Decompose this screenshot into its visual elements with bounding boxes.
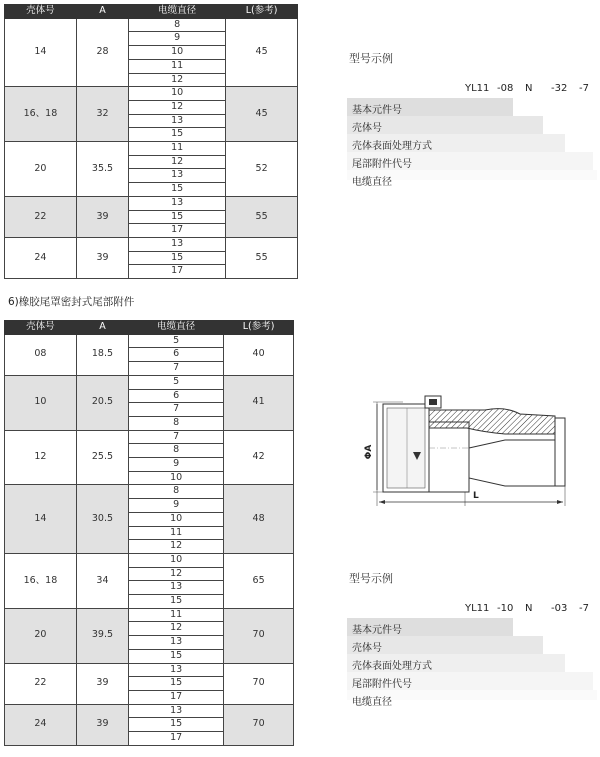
- dim-a-cell: 39: [76, 237, 128, 278]
- cable-diameter-cell: 13: [129, 581, 224, 595]
- cable-diameter-cell: 13: [129, 663, 224, 677]
- cable-diameter-cell: 12: [129, 540, 224, 554]
- table-row: [5, 553, 294, 567]
- cable-diameter-cell: 10: [129, 553, 224, 567]
- cable-diameter-cell: 11: [129, 608, 224, 622]
- shell-size-cell: 08: [5, 334, 77, 375]
- model-code-part: N: [525, 83, 533, 94]
- column-header: L(参考): [224, 321, 294, 335]
- length-cell: 70: [224, 608, 294, 663]
- example2-title: 型号示例: [349, 572, 393, 585]
- length-cell: 48: [224, 485, 294, 554]
- cable-diameter-cell: 15: [129, 210, 226, 224]
- cable-diameter-cell: 5: [129, 375, 224, 389]
- dim-a-cell: 18.5: [76, 334, 128, 375]
- cable-diameter-cell: 15: [129, 128, 226, 142]
- cable-diameter-cell: 13: [129, 196, 226, 210]
- cable-diameter-cell: 13: [129, 237, 226, 251]
- dim-a-cell: 25.5: [76, 430, 128, 485]
- header-row: [5, 5, 298, 19]
- dim-a-cell: 32: [76, 87, 128, 142]
- cable-diameter-cell: 10: [129, 471, 224, 485]
- cable-diameter-cell: 7: [129, 403, 224, 417]
- example-label: 尾部附件代号: [352, 159, 412, 170]
- length-cell: 45: [226, 18, 298, 87]
- spec-table-1: [4, 4, 298, 279]
- cable-diameter-cell: 8: [129, 18, 226, 32]
- cable-diameter-cell: 15: [129, 649, 224, 663]
- cable-diameter-cell: 15: [129, 251, 226, 265]
- length-cell: 41: [224, 375, 294, 430]
- column-header: 壳体号: [5, 5, 77, 19]
- dim-a-cell: 34: [76, 553, 128, 608]
- cable-diameter-cell: 10: [129, 512, 224, 526]
- column-header: 壳体号: [5, 321, 77, 335]
- dim-l-label: L: [473, 491, 479, 501]
- length-cell: 52: [226, 142, 298, 197]
- length-cell: 40: [224, 334, 294, 375]
- example-label: 基本元件号: [352, 105, 402, 116]
- dim-a-cell: 39: [76, 663, 128, 704]
- length-cell: 55: [226, 196, 298, 237]
- cable-diameter-cell: 10: [129, 46, 226, 60]
- table-row: [5, 663, 294, 677]
- shell-size-cell: 24: [5, 704, 77, 745]
- length-cell: 45: [226, 87, 298, 142]
- cable-diameter-cell: 13: [129, 114, 226, 128]
- length-cell: 42: [224, 430, 294, 485]
- dim-a-cell: 39: [76, 196, 128, 237]
- table-row: [5, 142, 298, 156]
- spec-table-2: [4, 320, 294, 746]
- dim-a-cell: 35.5: [76, 142, 128, 197]
- cable-diameter-cell: 12: [129, 73, 226, 87]
- table-row: [5, 430, 294, 444]
- example-label: 壳体号: [352, 123, 382, 134]
- column-header: 电缆直径: [129, 321, 224, 335]
- cable-diameter-cell: 6: [129, 348, 224, 362]
- shell-size-cell: 16、18: [5, 553, 77, 608]
- model-code-part: YL11: [465, 83, 490, 94]
- cable-diameter-cell: 11: [129, 59, 226, 73]
- dim-a-cell: 39: [76, 704, 128, 745]
- cable-diameter-cell: 17: [129, 265, 226, 279]
- column-header: A: [76, 321, 128, 335]
- cable-diameter-cell: 13: [129, 636, 224, 650]
- model-example-2: [347, 600, 597, 708]
- cable-diameter-cell: 11: [129, 142, 226, 156]
- cable-diameter-cell: 6: [129, 389, 224, 403]
- table-row: [5, 608, 294, 622]
- shell-size-cell: 24: [5, 237, 77, 278]
- shell-size-cell: 16、18: [5, 87, 77, 142]
- cable-diameter-cell: 15: [129, 677, 224, 691]
- example-label: 电缆直径: [352, 697, 392, 708]
- shell-size-cell: 14: [5, 18, 77, 87]
- connector-drawing: [355, 388, 575, 508]
- table-row: [5, 485, 294, 499]
- model-code-part: -7: [579, 603, 589, 614]
- header-row: [5, 321, 294, 335]
- cable-diameter-cell: 9: [129, 32, 226, 46]
- dim-a-label: ΦA: [364, 444, 374, 460]
- cable-diameter-cell: 12: [129, 622, 224, 636]
- table-row: [5, 334, 294, 348]
- column-header: L(参考): [226, 5, 298, 19]
- table-row: [5, 196, 298, 210]
- example1-title: 型号示例: [349, 52, 393, 65]
- cable-diameter-cell: 13: [129, 169, 226, 183]
- cable-diameter-cell: 9: [129, 458, 224, 472]
- cable-diameter-cell: 12: [129, 155, 226, 169]
- shell-size-cell: 22: [5, 663, 77, 704]
- shell-size-cell: 14: [5, 485, 77, 554]
- shell-size-cell: 10: [5, 375, 77, 430]
- cable-diameter-cell: 12: [129, 567, 224, 581]
- cable-diameter-cell: 11: [129, 526, 224, 540]
- length-cell: 70: [224, 663, 294, 704]
- example-label: 尾部附件代号: [352, 679, 412, 690]
- example-label: 壳体表面处理方式: [352, 661, 432, 672]
- length-cell: 55: [226, 237, 298, 278]
- column-header: 电缆直径: [129, 5, 226, 19]
- cable-diameter-cell: 13: [129, 704, 224, 718]
- model-code-part: -32: [551, 83, 568, 94]
- cable-diameter-cell: 7: [129, 362, 224, 376]
- column-header: A: [76, 5, 128, 19]
- shell-size-cell: 20: [5, 142, 77, 197]
- model-code-part: YL11: [465, 603, 490, 614]
- cable-diameter-cell: 8: [129, 416, 224, 430]
- dim-a-cell: 30.5: [76, 485, 128, 554]
- shell-size-cell: 12: [5, 430, 77, 485]
- cable-diameter-cell: 17: [129, 690, 224, 704]
- model-code-part: -7: [579, 83, 589, 94]
- table-row: [5, 375, 294, 389]
- cable-diameter-cell: 8: [129, 444, 224, 458]
- model-code-part: -03: [551, 603, 568, 614]
- dim-a-cell: 28: [76, 18, 128, 87]
- length-cell: 70: [224, 704, 294, 745]
- cable-diameter-cell: 17: [129, 224, 226, 238]
- table-row: [5, 704, 294, 718]
- cable-diameter-cell: 9: [129, 499, 224, 513]
- shell-size-cell: 20: [5, 608, 77, 663]
- length-cell: 65: [224, 553, 294, 608]
- model-code-part: -08: [497, 83, 514, 94]
- cable-diameter-cell: 12: [129, 100, 226, 114]
- example-label: 电缆直径: [352, 177, 392, 188]
- model-example-1: [347, 80, 597, 188]
- cable-diameter-cell: 15: [129, 595, 224, 609]
- cable-diameter-cell: 8: [129, 485, 224, 499]
- table-row: [5, 18, 298, 32]
- table-row: [5, 237, 298, 251]
- cable-diameter-cell: 15: [129, 183, 226, 197]
- shell-size-cell: 22: [5, 196, 77, 237]
- cable-diameter-cell: 7: [129, 430, 224, 444]
- dim-a-cell: 39.5: [76, 608, 128, 663]
- example-label: 壳体号: [352, 643, 382, 654]
- section-title: 6)橡胶尾罩密封式尾部附件: [8, 296, 135, 308]
- model-code-part: -10: [497, 603, 514, 614]
- model-code-part: N: [525, 603, 533, 614]
- dim-a-cell: 20.5: [76, 375, 128, 430]
- cable-diameter-cell: 17: [129, 732, 224, 746]
- table-row: [5, 87, 298, 101]
- example-label: 壳体表面处理方式: [352, 141, 432, 152]
- cable-diameter-cell: 10: [129, 87, 226, 101]
- cable-diameter-cell: 15: [129, 718, 224, 732]
- cable-diameter-cell: 5: [129, 334, 224, 348]
- example-label: 基本元件号: [352, 625, 402, 636]
